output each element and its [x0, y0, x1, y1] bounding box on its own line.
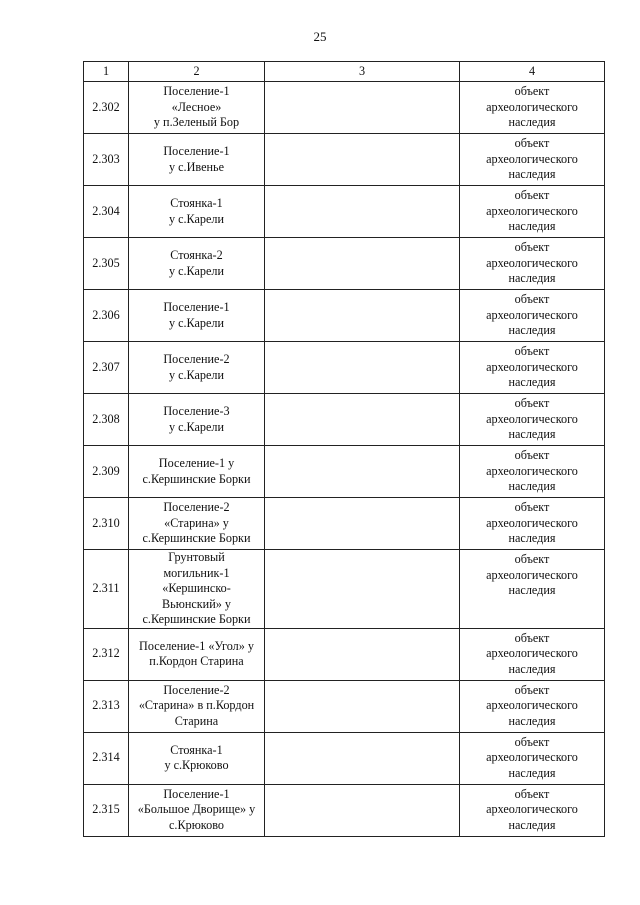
- heritage-status-line: археологического: [486, 698, 578, 712]
- heritage-status-cell: [460, 628, 605, 680]
- row-number-cell: 2.309: [84, 446, 129, 498]
- table-row: [84, 134, 605, 186]
- heritage-status-line: археологического: [486, 646, 578, 660]
- heritage-status-cell: [460, 82, 605, 134]
- site-name-line: Поселение-1 «Угол» у: [139, 638, 254, 653]
- heritage-status-line: объект: [514, 630, 550, 645]
- heritage-status-line: археологического: [486, 802, 578, 816]
- heritage-status-line: объект: [514, 448, 550, 462]
- row-number-cell: 2.306: [84, 290, 129, 342]
- column3-cell: [265, 394, 460, 446]
- row-number-cell: 2.311: [84, 550, 129, 629]
- table-row: [84, 446, 605, 498]
- heritage-status-line: археологического: [486, 515, 578, 530]
- heritage-status-line: объект: [514, 136, 550, 150]
- site-name-line: Поселение-1 у: [158, 456, 235, 470]
- table-row: [84, 498, 605, 550]
- site-name-line: у с.Карели: [168, 263, 225, 278]
- heritage-status-line: объект: [514, 344, 550, 358]
- heritage-status-line: археологического: [486, 255, 578, 270]
- site-name-line: с.Крюково: [169, 817, 224, 832]
- row-number-cell: 2.308: [84, 394, 129, 446]
- site-name-line: «Старина» в п.Кордон: [138, 698, 255, 713]
- site-name-line: Поселение-2: [163, 352, 230, 366]
- column3-cell: [265, 784, 460, 836]
- column3-cell: [265, 628, 460, 680]
- table-row: [84, 290, 605, 342]
- site-name-line: у п.Зеленый Бор: [153, 115, 240, 130]
- table-row: [84, 82, 605, 134]
- heritage-status-cell: [460, 290, 605, 342]
- heritage-status-line: наследия: [508, 375, 556, 389]
- site-name-cell: [129, 290, 265, 342]
- site-name-line: «Старина» у: [164, 515, 229, 530]
- heritage-status-line: наследия: [508, 219, 556, 233]
- heritage-status-line: археологического: [486, 463, 578, 478]
- column3-cell: [265, 446, 460, 498]
- column3-cell: [265, 134, 460, 186]
- row-number-cell: 2.312: [84, 628, 129, 680]
- table-row: [84, 394, 605, 446]
- table-row: [84, 342, 605, 394]
- site-name-line: у с.Карели: [168, 211, 225, 226]
- column-header: 2: [129, 62, 265, 82]
- site-name-cell: [129, 550, 265, 629]
- heritage-status-line: наследия: [508, 765, 556, 780]
- site-name-line: с.Кершинские Борки: [142, 471, 251, 486]
- column3-cell: [265, 342, 460, 394]
- site-name-line: Поселение-3: [163, 404, 230, 418]
- row-number-cell: 2.302: [84, 82, 129, 134]
- heritage-status-line: археологического: [486, 567, 578, 582]
- column3-cell: [265, 290, 460, 342]
- column3-cell: [265, 550, 460, 629]
- heritage-status-line: объект: [514, 786, 550, 801]
- site-name-line: Поселение-2: [163, 500, 230, 515]
- site-name-cell: [129, 628, 265, 680]
- heritage-status-line: археологического: [486, 99, 578, 114]
- heritage-status-cell: [460, 498, 605, 550]
- column3-cell: [265, 186, 460, 238]
- heritage-status-line: объект: [514, 188, 550, 202]
- heritage-status-line: археологического: [486, 151, 578, 166]
- heritage-status-cell: [460, 394, 605, 446]
- heritage-status-cell: [460, 446, 605, 498]
- table-row: [84, 186, 605, 238]
- site-name-line: у с.Карели: [168, 315, 225, 330]
- table-row: [84, 680, 605, 732]
- table-row: [84, 784, 605, 836]
- site-name-line: с.Кершинские Борки: [142, 612, 251, 626]
- site-name-line: Вьюнский» у: [162, 596, 231, 611]
- site-name-cell: [129, 134, 265, 186]
- heritage-status-line: наследия: [508, 115, 556, 129]
- heritage-status-line: объект: [514, 240, 550, 254]
- heritage-status-line: объект: [514, 682, 550, 697]
- site-name-line: Грунтовый: [168, 550, 225, 564]
- header-row: [84, 62, 605, 82]
- heritage-status-line: объект: [514, 396, 550, 410]
- site-name-line: у с.Карели: [168, 367, 225, 382]
- heritage-status-line: наследия: [508, 583, 556, 597]
- site-name-line: п.Кордон Старина: [149, 654, 244, 668]
- site-name-line: «Большое Дворище» у: [137, 802, 256, 817]
- site-name-cell: [129, 238, 265, 290]
- heritage-status-cell: [460, 550, 605, 629]
- heritage-status-line: археологического: [486, 203, 578, 218]
- heritage-status-line: наследия: [508, 531, 556, 545]
- heritage-status-cell: [460, 732, 605, 784]
- site-name-cell: [129, 394, 265, 446]
- site-name-line: у с.Ивенье: [169, 159, 224, 174]
- heritage-status-line: объект: [514, 292, 550, 306]
- site-name-line: «Кершинско-: [162, 581, 231, 595]
- heritage-status-line: объект: [514, 84, 550, 98]
- site-name-line: Стоянка-1: [170, 742, 223, 757]
- heritage-status-line: наследия: [508, 713, 556, 728]
- site-name-line: могильник-1: [163, 565, 230, 580]
- page-number: 25: [313, 29, 327, 44]
- heritage-status-line: объект: [514, 552, 550, 566]
- site-name-cell: [129, 82, 265, 134]
- site-name-line: Поселение-2: [163, 682, 230, 697]
- table-row: [84, 628, 605, 680]
- site-name-line: Поселение-1: [163, 300, 230, 314]
- column3-cell: [265, 238, 460, 290]
- heritage-status-line: археологического: [486, 750, 578, 764]
- site-name-cell: [129, 732, 265, 784]
- heritage-status-cell: [460, 186, 605, 238]
- column3-cell: [265, 732, 460, 784]
- heritage-status-line: наследия: [508, 167, 556, 181]
- heritage-status-line: наследия: [508, 427, 556, 441]
- heritage-status-line: археологического: [486, 359, 578, 374]
- row-number-cell: 2.314: [84, 732, 129, 784]
- column3-cell: [265, 498, 460, 550]
- site-name-line: у с.Карели: [168, 419, 225, 434]
- heritage-status-line: археологического: [486, 307, 578, 322]
- heritage-status-line: объект: [514, 734, 550, 749]
- heritage-status-cell: [460, 784, 605, 836]
- heritage-status-cell: [460, 238, 605, 290]
- site-name-cell: [129, 186, 265, 238]
- column-header: 1: [84, 62, 129, 82]
- site-name-line: Старина: [174, 713, 219, 728]
- heritage-status-line: археологического: [486, 411, 578, 426]
- heritage-status-line: наследия: [508, 479, 556, 493]
- row-number-cell: 2.307: [84, 342, 129, 394]
- site-name-cell: [129, 498, 265, 550]
- site-name-line: Поселение-1: [163, 786, 230, 801]
- heritage-status-cell: [460, 134, 605, 186]
- heritage-table: [83, 61, 605, 837]
- site-name-line: Стоянка-2: [170, 248, 223, 262]
- site-name-line: у с.Крюково: [164, 758, 229, 772]
- site-name-cell: [129, 342, 265, 394]
- site-name-cell: [129, 784, 265, 836]
- column3-cell: [265, 82, 460, 134]
- column-header: 4: [460, 62, 605, 82]
- row-number-cell: 2.305: [84, 238, 129, 290]
- row-number-cell: 2.303: [84, 134, 129, 186]
- table-header: [84, 62, 605, 82]
- site-name-line: с.Кершинские Борки: [142, 531, 251, 546]
- site-name-line: Стоянка-1: [170, 196, 223, 210]
- heritage-status-line: наследия: [508, 271, 556, 285]
- row-number-cell: 2.304: [84, 186, 129, 238]
- heritage-status-cell: [460, 680, 605, 732]
- heritage-status-line: наследия: [508, 323, 556, 337]
- site-name-line: Поселение-1: [163, 144, 230, 158]
- row-number-cell: 2.315: [84, 784, 129, 836]
- column3-cell: [265, 680, 460, 732]
- row-number-cell: 2.313: [84, 680, 129, 732]
- table-body: [84, 82, 605, 837]
- table-row: [84, 238, 605, 290]
- heritage-status-line: наследия: [508, 661, 556, 676]
- heritage-status-line: объект: [514, 500, 550, 514]
- site-name-cell: [129, 446, 265, 498]
- site-name-cell: [129, 680, 265, 732]
- table-row: [84, 732, 605, 784]
- heritage-status-cell: [460, 342, 605, 394]
- column-header: 3: [265, 62, 460, 82]
- heritage-status-line: наследия: [508, 817, 556, 832]
- table-row: [84, 550, 605, 629]
- row-number-cell: 2.310: [84, 498, 129, 550]
- site-name-line: «Лесное»: [171, 99, 222, 114]
- site-name-line: Поселение-1: [163, 84, 230, 99]
